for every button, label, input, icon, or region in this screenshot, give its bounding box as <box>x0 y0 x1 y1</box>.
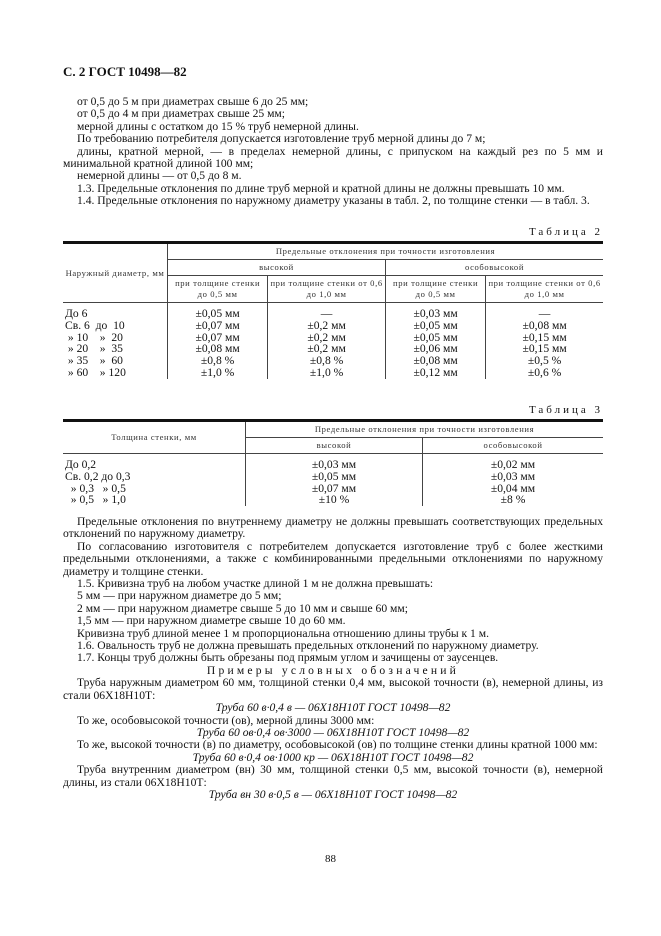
value-cell: ±0,15 мм <box>486 332 603 344</box>
value-cell: ±0,5 % <box>486 355 603 367</box>
page-number: 88 <box>325 853 336 865</box>
example-text: То же, особовысокой точности (ов), мерной длины 3000 мм: <box>77 713 375 727</box>
value-cell: ±8 % <box>423 494 604 506</box>
table2-group-header: Предельные отклонения при точности изготовления <box>168 243 604 260</box>
table2-subheader: при толщине стенки от 0,6 до 1,0 мм <box>268 276 386 303</box>
example-text: То же, высокой точности (в) по диаметру, особовысокой (ов) по толщине стенки длины кратной 1000 мм: <box>77 738 598 752</box>
intro-section <box>63 96 603 208</box>
table-row <box>63 320 603 332</box>
examples-title: Примеры условных обозначений <box>206 663 460 677</box>
value-cell: ±0,04 мм <box>423 483 604 495</box>
example-designation: Труба вн 30 в·0,5 в — 06Х18Н10Т ГОСТ 10498—82 <box>208 787 458 801</box>
table3-group-high: высокой <box>246 438 423 454</box>
value-cell: ±0,8 % <box>268 355 386 367</box>
table-row <box>63 367 603 379</box>
value-cell: ±0,6 % <box>486 367 603 379</box>
paragraph: 1.6. Овальность труб не должна превышать предельных отклонений по наружному диаметру. <box>77 639 539 653</box>
value-cell: ±0,12 мм <box>385 367 485 379</box>
value-cell: ±0,02 мм <box>423 454 604 471</box>
value-cell: — <box>268 303 386 320</box>
value-cell: — <box>486 303 603 320</box>
value-cell: ±0,03 мм <box>385 303 485 320</box>
table-row <box>63 494 603 506</box>
table2-group-extra-high: особовысокой <box>385 260 603 276</box>
value-cell: ±0,07 мм <box>246 483 423 495</box>
value-cell: ±0,05 мм <box>385 332 485 344</box>
paragraph: Предельные отклонения по внутреннему диаметру не должны превышать соответствующих предельных отклонений по наружному диаметру. <box>63 515 603 541</box>
table2-subheader: при толщине стенки до 0,5 мм <box>168 276 268 303</box>
paragraph: длины, кратной мерной, — в пределах немерной длины, с припуском на каждый рез по 5 мм и минимальной кратной длиной 100 мм; <box>63 144 603 171</box>
table2-subheader: при толщине стенки до 0,5 мм <box>385 276 485 303</box>
paragraph: 1.3. Предельные отклонения по длине труб мерной и кратной длины не должны превышать 10 мм. <box>77 181 565 195</box>
body-section <box>63 516 603 801</box>
page-header: С. 2 ГОСТ 10498—82 <box>63 64 187 79</box>
table3-group-header: Предельные отклонения при точности изготовления <box>246 421 604 438</box>
table3-container <box>63 419 603 506</box>
paragraph: По требованию потребителя допускается изготовление труб мерной длины до 7 м; <box>77 132 486 146</box>
example-text: Труба наружным диаметром 60 мм, толщиной стенки 0,4 мм, высокой точности (в), немерной длины, из стали 06Х18Н10Т: <box>63 676 603 702</box>
value-cell: ±0,07 мм <box>168 320 268 332</box>
table-row <box>63 303 603 320</box>
table3-group-extra-high: особовысокой <box>423 438 604 454</box>
value-cell: ±0,08 мм <box>168 343 268 355</box>
row-label-cell: » 35 » 60 <box>65 354 123 368</box>
row-label-cell: До 6 <box>65 307 88 320</box>
table3-label: Таблица 3 <box>528 404 603 416</box>
paragraph: 5 мм — при наружном диаметре до 5 мм; <box>77 589 282 603</box>
value-cell: ±0,08 мм <box>486 320 603 332</box>
table-row <box>63 471 603 483</box>
row-label-cell: » 0,3 » 0,5 <box>65 481 126 495</box>
paragraph: 1,5 мм — при наружном диаметре свыше 10 до 60 мм. <box>77 614 346 628</box>
value-cell: ±0,07 мм <box>168 332 268 344</box>
table3-col-header: Толщина стенки, мм <box>63 421 246 454</box>
value-cell: ±1,0 % <box>168 367 268 379</box>
table2-col-header: Наружный диаметр, мм <box>63 243 168 303</box>
paragraph: мерной длины с остатком до 15 % труб немерной длины. <box>77 119 359 133</box>
value-cell: ±10 % <box>246 494 423 506</box>
paragraph: Кривизна труб длиной менее 1 м пропорциональна отношению длины трубы к 1 м. <box>77 626 489 640</box>
table2-label: Таблица 2 <box>528 226 603 238</box>
row-label-cell: Св. 6 до 10 <box>65 318 125 332</box>
value-cell: ±0,03 мм <box>423 471 604 483</box>
paragraph: 1.4. Предельные отклонения по наружному диаметру указаны в табл. 2, по толщине стенки — в табл. 3. <box>77 194 590 208</box>
row-label-cell: » 60 » 120 <box>65 365 126 379</box>
value-cell: ±0,2 мм <box>268 320 386 332</box>
table3 <box>63 419 603 506</box>
value-cell: ±0,05 мм <box>385 320 485 332</box>
example-designation: Труба 60 в·0,4 ов·1000 кр — 06Х18Н10Т ГОСТ 10498—82 <box>192 750 474 764</box>
example-designation: Труба 60 ов·0,4 ов·3000 — 06Х18Н10Т ГОСТ 10498—82 <box>196 725 470 739</box>
row-label-cell: » 20 » 35 <box>65 342 123 356</box>
table2-group-high: высокой <box>168 260 386 276</box>
value-cell: ±0,15 мм <box>486 343 603 355</box>
row-label-cell: » 10 » 20 <box>65 330 123 344</box>
value-cell: ±1,0 % <box>268 367 386 379</box>
row-label-cell: Св. 0,2 до 0,3 <box>65 469 131 483</box>
table-row <box>63 454 603 471</box>
example-designation: Труба 60 в·0,4 в — 06Х18Н10Т ГОСТ 10498—82 <box>215 701 451 715</box>
paragraph: 2 мм — при наружном диаметре свыше 5 до 10 мм и свыше 60 мм; <box>77 601 408 615</box>
value-cell: ±0,05 мм <box>246 471 423 483</box>
paragraph: от 0,5 до 4 м при диаметрах свыше 25 мм; <box>77 107 285 121</box>
paragraph: от 0,5 до 5 м при диаметрах свыше 6 до 25 мм; <box>77 95 309 108</box>
paragraph: 1.7. Концы труб должны быть обрезаны под прямым углом и зачищены от заусенцев. <box>77 651 499 665</box>
value-cell: ±0,2 мм <box>268 343 386 355</box>
paragraph: 1.5. Кривизна труб на любом участке длиной 1 м не должна превышать: <box>77 577 434 591</box>
value-cell: ±0,03 мм <box>246 454 423 471</box>
table2-subheader: при толщине стенки от 0,6 до 1,0 мм <box>486 276 603 303</box>
row-label-cell: До 0,2 <box>65 458 97 471</box>
value-cell: ±0,2 мм <box>268 332 386 344</box>
table2 <box>63 241 603 379</box>
value-cell: ±0,06 мм <box>385 343 485 355</box>
value-cell: ±0,08 мм <box>385 355 485 367</box>
row-label-cell: » 0,5 » 1,0 <box>65 493 126 507</box>
value-cell: ±0,05 мм <box>168 303 268 320</box>
value-cell: ±0,8 % <box>168 355 268 367</box>
table2-container <box>63 241 603 379</box>
example-text: Труба внутренним диаметром (вн) 30 мм, толщиной стенки 0,5 мм, высокой точности (в), немерной длины, из стали 06Х18Н10Т: <box>63 763 603 789</box>
table2-body <box>63 303 603 379</box>
paragraph: По согласованию изготовителя с потребителем допускается изготовление труб с более жесткими предельными отклонениями, а также с комбинированными предельными отклонениями по наружному диаметру и толщине стенки. <box>63 539 603 578</box>
paragraph: немерной длины — от 0,5 до 8 м. <box>77 169 242 183</box>
table3-body <box>63 454 603 507</box>
